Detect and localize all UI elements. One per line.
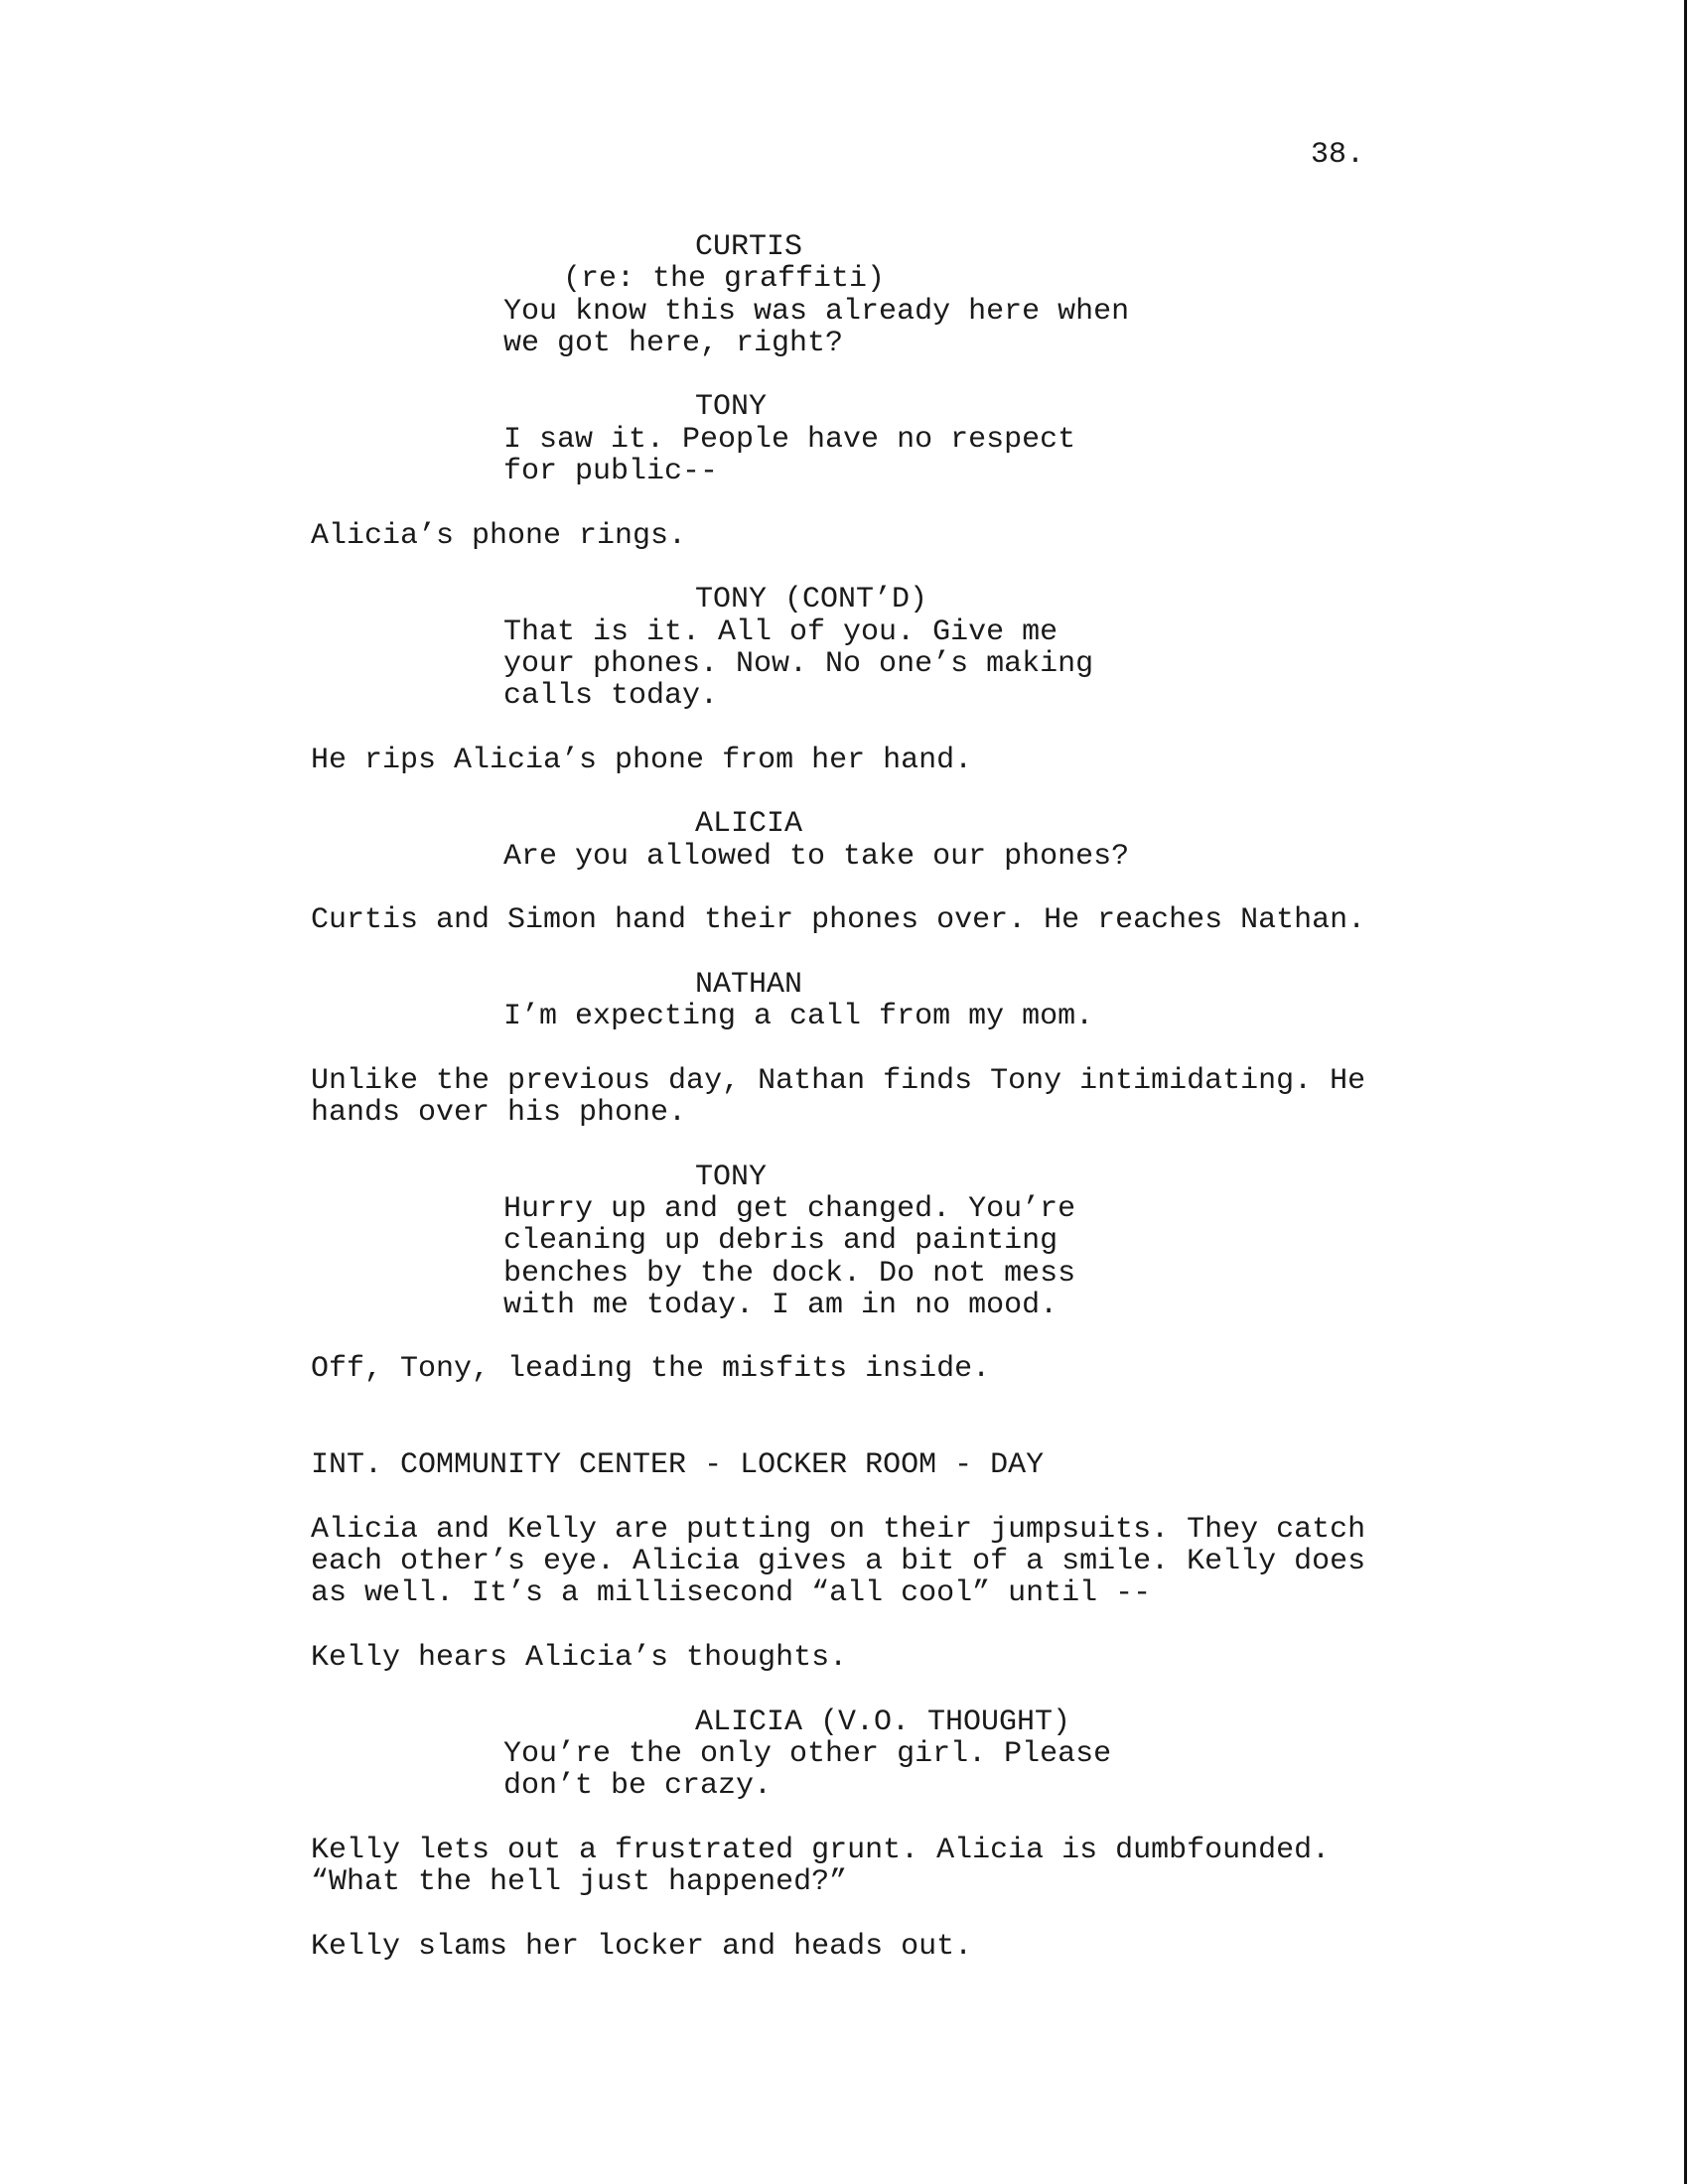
action-line: Unlike the previous day, Nathan finds Tony intimidating. He bbox=[311, 1063, 1366, 1098]
dialogue-line: Are you allowed to take our phones? bbox=[503, 839, 1130, 874]
action-line: Kelly slams her locker and heads out. bbox=[311, 1929, 973, 1964]
character-name: TONY (CONT’D) bbox=[695, 583, 928, 617]
action-line: “What the hell just happened?” bbox=[311, 1865, 848, 1900]
dialogue-line: calls today. bbox=[503, 679, 719, 714]
dialogue-line: your phones. Now. No one’s making bbox=[503, 646, 1094, 681]
action-line: He rips Alicia’s phone from her hand. bbox=[311, 743, 973, 777]
character-name: CURTIS bbox=[695, 230, 803, 264]
dialogue-line: I’m expecting a call from my mom. bbox=[503, 1000, 1094, 1034]
action-line: Alicia and Kelly are putting on their jumpsuits. They catch bbox=[311, 1512, 1366, 1547]
dialogue-line: You’re the only other girl. Please bbox=[503, 1736, 1112, 1771]
dialogue-line: don’t be crazy. bbox=[503, 1769, 773, 1804]
character-name: NATHAN bbox=[695, 967, 803, 1002]
dialogue-line: Hurry up and get changed. You’re bbox=[503, 1191, 1076, 1226]
dialogue-line: benches by the dock. Do not mess bbox=[503, 1256, 1076, 1291]
dialogue-line: for public-- bbox=[503, 455, 719, 489]
action-line: hands over his phone. bbox=[311, 1096, 687, 1131]
dialogue-line: I saw it. People have no respect bbox=[503, 422, 1076, 457]
dialogue-line: with me today. I am in no mood. bbox=[503, 1288, 1058, 1322]
page-number: 38. bbox=[1311, 138, 1365, 172]
scene-heading: INT. COMMUNITY CENTER - LOCKER ROOM - DAY bbox=[311, 1448, 1045, 1483]
dialogue-line: cleaning up debris and painting bbox=[503, 1224, 1058, 1259]
action-line: Curtis and Simon hand their phones over. He reaches Nathan. bbox=[311, 903, 1366, 938]
character-name: ALICIA (V.O. THOUGHT) bbox=[695, 1705, 1071, 1739]
character-name: ALICIA bbox=[695, 807, 803, 842]
dialogue-line: You know this was already here when bbox=[503, 294, 1130, 329]
character-name: TONY bbox=[695, 1160, 768, 1194]
dialogue-line: we got here, right? bbox=[503, 326, 844, 360]
screenplay-body bbox=[0, 231, 1691, 1963]
action-line: Kelly hears Alicia’s thoughts. bbox=[311, 1641, 848, 1676]
action-line: Alicia’s phone rings. bbox=[311, 518, 687, 553]
action-line: each other’s eye. Alicia gives a bit of a smile. Kelly does bbox=[311, 1545, 1366, 1579]
parenthetical: (re: the graffiti) bbox=[563, 262, 886, 297]
character-name: TONY bbox=[695, 390, 768, 425]
action-line: as well. It’s a millisecond “all cool” until -- bbox=[311, 1576, 1152, 1611]
dialogue-line: That is it. All of you. Give me bbox=[503, 614, 1058, 649]
action-line: Kelly lets out a frustrated grunt. Alicia is dumbfounded. bbox=[311, 1833, 1331, 1867]
action-line: Off, Tony, leading the misfits inside. bbox=[311, 1352, 991, 1387]
